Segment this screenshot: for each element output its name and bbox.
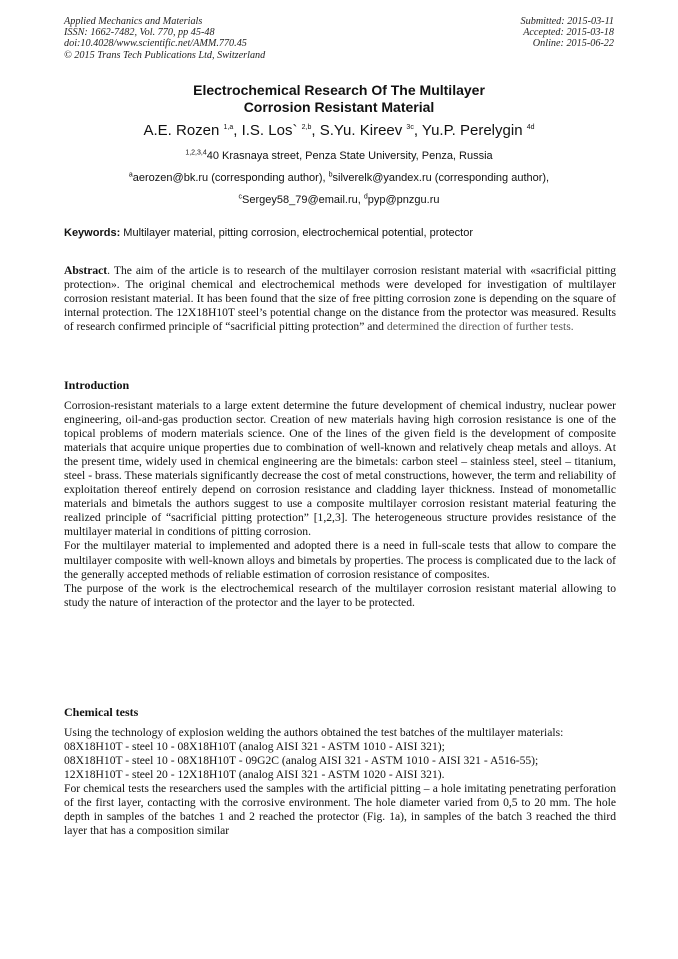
abstract-label: Abstract [64, 264, 108, 277]
email-mark: b [328, 171, 333, 179]
paragraph: Using the technology of explosion welding the authors obtained the test batches of the multilayer materials: [64, 726, 564, 739]
keywords-label: Keywords: [64, 227, 121, 239]
author-separator: , [311, 122, 320, 139]
author-name: A.E. Rozen [143, 122, 220, 139]
email-mark: c [238, 193, 243, 201]
material-batch-3: 12X18H10T - steel 20 - 12X18H10T (analog AISI 321 - ASTM 1020 - AISI 321). [64, 768, 445, 782]
journal-issn: ISSN: 1662-7482, Vol. 770, pp 45-48 [64, 27, 215, 39]
author-name: S.Yu. Kireev [319, 122, 403, 139]
author-affil-mark: 1,a [223, 124, 234, 131]
journal-copyright: © 2015 Trans Tech Publications Ltd, Switzerland [64, 49, 266, 61]
email-c[interactable]: Sergey58_79@email.ru, [242, 194, 364, 206]
online-date: Online: 2015-06-22 [532, 38, 614, 50]
affiliation-text: 40 Krasnaya street, Penza State University, Penza, Russia [206, 150, 493, 162]
chemical-tests-section [64, 726, 616, 838]
affiliation-mark: 1,2,3,4 [185, 149, 207, 157]
author-name: Yu.P. Perelygin [421, 122, 523, 139]
author-name: I.S. Los` [241, 122, 298, 139]
email-b[interactable]: silverelk@yandex.ru (corresponding author), [332, 172, 550, 184]
email-mark: d [363, 193, 368, 201]
material-batch-1: 08X18H10T - steel 10 - 08X18H10T (analog AISI 321 - ASTM 1010 - AISI 321); [64, 740, 445, 754]
section-heading-introduction: Introduction [64, 378, 130, 392]
paper-title [0, 82, 678, 116]
email-line-2 [0, 193, 678, 207]
paragraph: For chemical tests the researchers used the samples with the artificial pitting – a hole imitating penetrating perforation of the first layer, contacting with the corrosive environment. The hole diameter varied from 0,5 to 20 mm. The hole depth in samples of the batches 1 and 2 reached the protector (Fig. 1a), in samples of the batch 3 reached the third layer that has a composition similar [64, 782, 616, 838]
email-mark: a [128, 171, 133, 179]
author-separator: , [413, 122, 422, 139]
email-a[interactable]: aerozen@bk.ru (corresponding author), [132, 172, 329, 184]
abstract [64, 264, 616, 334]
keywords-text: Multilayer material, pitting corrosion, electrochemical potential, protector [120, 227, 474, 239]
paragraph: Corrosion-resistant materials to a large extent determine the future development of chemical industry, nuclear power engineering, oil-and-gas production sector. Creation of new materials having high corrosion resistance is one of the topical problems of modern materials science. One of the lines of the given field is the development of composite materials that acquire unique properties due to combination of well-known and relatively cheap metals and alloys. At the present time, widely used in chemical engineering are the bimetals: carbon steel – stainless steel, steel – titanium, steel - brass. These materials significantly decrease the cost of metal constructions, however, the term and reliability of exploitation thereof entirely depend on corrosion resistance and cladding layer thickness. Instead of monometallic materials and bimetals the authors suggest to use a composite multilayer corrosion resistant material featuring the realized principle of “sacrificial pitting protection” [1,2,3]. The heterogeneous structure provides resistance of the multilayer material in conditions of pitting corrosion. [64, 399, 616, 539]
journal-doi[interactable]: doi:10.4028/www.scientific.net/AMM.770.45 [64, 38, 247, 50]
email-d[interactable]: pyp@pnzgu.ru [367, 194, 440, 206]
introduction-section [64, 399, 616, 610]
affiliation [0, 149, 678, 163]
email-line-1 [0, 171, 678, 185]
paragraph: The purpose of the work is the electrochemical research of the multilayer corrosion resistant material allowing to study the nature of interaction of the protector and the layer to be protected. [64, 581, 616, 609]
author-affil-mark: 2,b [301, 124, 312, 131]
abstract-text-tail: determined the direction of further tests. [386, 320, 574, 334]
section-heading-chemical-tests: Chemical tests [64, 705, 139, 719]
keywords [64, 226, 616, 240]
accepted-date: Accepted: 2015-03-18 [523, 27, 614, 39]
material-batch-2: 08X18H10T - steel 10 - 08X18H10T - 09G2C (analog AISI 321 - ASTM 1010 - AISI 321 - A516-55); [64, 754, 539, 768]
submitted-date: Submitted: 2015-03-11 [520, 16, 614, 27]
author-separator: , [233, 122, 242, 139]
title-line-1: Electrochemical Research Of The Multilayer [193, 82, 485, 98]
submission-dates [521, 16, 614, 50]
author-affil-mark: 3c [406, 124, 414, 131]
author-affil-mark: 4d [526, 124, 535, 131]
abstract-text: . The aim of the article is to research of the multilayer corrosion resistant material with «sacrificial pitting protection». The original chemical and electrochemical methods were developed for investigation of multilayer corrosion resistant material. It has been found that the size of free pitting corrosion zone is depending on the square of internal protection. The 12X18H10T steel’s potential change on the distance from the protector was measured. Results of research confirmed principle of “sacrificial pitting protection” and [64, 264, 616, 334]
journal-info [64, 16, 265, 61]
author-list [0, 122, 678, 140]
author-emails [0, 171, 678, 215]
title-line-2: Corrosion Resistant Material [243, 99, 435, 115]
paragraph: For the multilayer material to implemented and adopted there is a need in full-scale tests that allow to compare the multilayer composite with well-known alloys and bimetals by properties. The process is complicated due to the lack of the generally accepted methods of reliable estimation of corrosion resistance of composites. [64, 539, 616, 581]
journal-name: Applied Mechanics and Materials [64, 16, 203, 27]
